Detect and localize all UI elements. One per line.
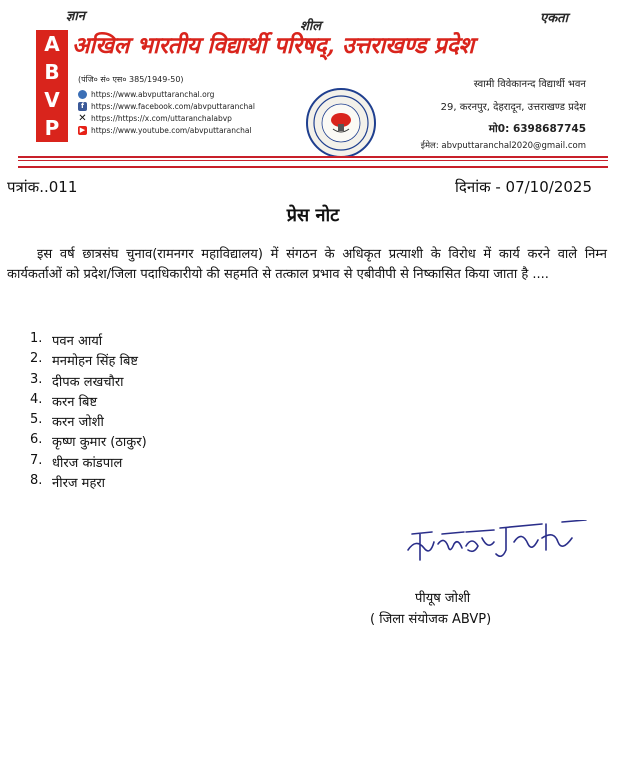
org-name: अखिल भारतीय विद्यार्थी परिषद्, उत्तराखण्ड प्रदेश — [72, 32, 474, 59]
mobile-number: मो0: 6398687745 — [488, 123, 586, 135]
list-item: 2. मनमोहन सिंह बिष्ट — [30, 351, 147, 371]
list-item: 3. दीपक लखचौरा — [30, 372, 147, 392]
member-name: करन बिष्ट — [52, 394, 98, 410]
member-name: धीरज कांडपाल — [52, 455, 123, 471]
member-name: दीपक लखचौरा — [52, 374, 124, 390]
x-icon: ✕ — [78, 112, 87, 124]
abvp-letter: A — [44, 32, 60, 56]
document-date: दिनांक - 07/10/2025 — [455, 178, 592, 196]
link-text: https://www.youtube.com/abvputtaranchal — [91, 125, 252, 135]
body-paragraph: इस वर्ष छात्रसंघ चुनाव(रामनगर महाविद्यालय) में संगठन के अधिकृत प्रत्याशी के विरोध में कार्य करने वाले निम्न कार्यकर्ताओं को प्रदेश/जिला पदाधिकारीयो की सहमति से तत्काल प्रभाव से एबीवीपी से निष्कासित किया जाता है .... — [7, 247, 607, 282]
reference-number: पत्रांक..011 — [7, 178, 78, 196]
member-name: करन जोशी — [52, 415, 104, 431]
youtube-icon: ▶ — [79, 125, 86, 134]
link-text: https://https://x.com/uttaranchalabvp — [91, 113, 232, 123]
abvp-letter: B — [44, 60, 60, 84]
list-item: 1. पवन आर्या — [30, 331, 147, 351]
member-name: नीरज महरा — [52, 476, 106, 492]
press-note-title: प्रेस नोट — [286, 205, 340, 226]
abvp-logo-bar — [36, 30, 68, 142]
member-name: कृष्ण कुमार (ठाकुर) — [52, 435, 147, 451]
list-item: 4. करन बिष्ट — [30, 392, 147, 412]
address-line-1: स्वामी विवेकानन्द विद्यार्थी भवन — [473, 79, 586, 90]
globe-icon — [78, 90, 87, 99]
abvp-emblem-icon — [306, 88, 376, 158]
email-address: ईमेल: abvputtaranchal2020@gmail.com — [420, 141, 586, 151]
youtube-link[interactable] — [78, 124, 255, 136]
handwritten-signature — [402, 520, 592, 570]
divider — [18, 166, 608, 168]
list-item: 7. धीरज कांडपाल — [30, 453, 147, 473]
link-text: https://www.abvputtaranchal.org — [91, 89, 215, 99]
address-line-2: 29, करनपुर, देहरादून, उत्तराखण्ड प्रदेश — [440, 102, 586, 113]
divider — [18, 160, 608, 161]
motto-sheel: शील — [300, 19, 322, 34]
signatory-role: ( जिला संयोजक ABVP) — [370, 612, 492, 627]
letterhead — [0, 0, 626, 172]
motto-gyan: ज्ञान — [66, 9, 85, 24]
abvp-letter: P — [44, 116, 60, 140]
website-link[interactable] — [78, 88, 255, 100]
signatory-name: पीयूष जोशी — [415, 591, 471, 606]
member-name: मनमोहन सिंह बिष्ट — [52, 354, 138, 370]
social-links — [78, 88, 255, 136]
divider — [18, 156, 608, 158]
motto-ekta: एकता — [540, 11, 568, 26]
registration-number: (पंजि० सं० एस० 385/1949-50) — [78, 75, 184, 84]
abvp-letter: V — [44, 88, 60, 112]
list-item: 5. करन जोशी — [30, 412, 147, 432]
facebook-icon: f — [78, 102, 87, 111]
list-item: 8. नीरज महरा — [30, 473, 147, 493]
x-link[interactable] — [78, 112, 255, 124]
facebook-link[interactable] — [78, 100, 255, 112]
member-name: पवन आर्या — [52, 334, 103, 349]
link-text: https://www.facebook.com/abvputtaranchal — [91, 101, 255, 111]
list-item: 6. कृष्ण कुमार (ठाकुर) — [30, 432, 147, 452]
expelled-members-list — [30, 331, 147, 493]
